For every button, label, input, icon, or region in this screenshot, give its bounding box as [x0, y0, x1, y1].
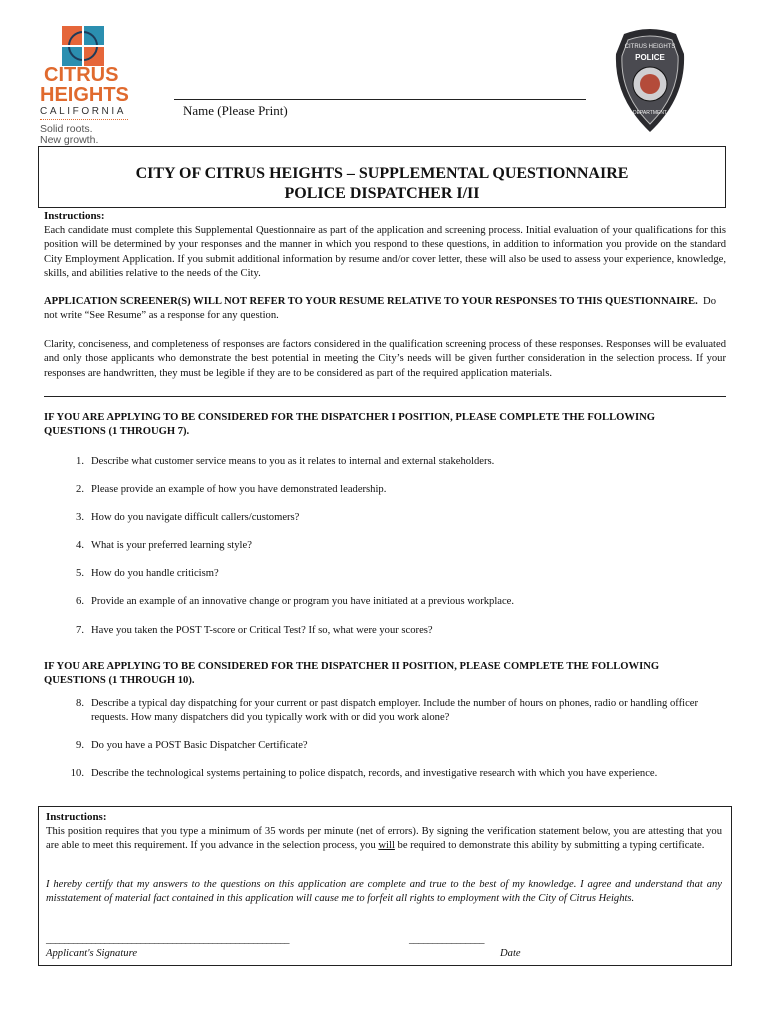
box-text — [46, 825, 722, 854]
logo-tagline1: Solid roots. — [40, 123, 93, 135]
police-badge — [610, 28, 690, 134]
logo-state: CALIFORNIA — [40, 106, 127, 117]
clarity-text: Clarity, conciseness, and completeness of responses are factors considered in the qualification screening process of these responses. Responses will be evaluated and only those applicants who demonstrate the best potential in meeting the City’s needs will be given further consideration in the selection process. If your responses are handwritten, they must be legible if they are to be considered as part of the required application materials. — [44, 339, 726, 379]
question-text: Describe a typical day dispatching for your current or past dispatch employer. Include the number of hours on phones, radio or handling officer requests. How many dispatchers did you typically work with or did you work alone? — [91, 698, 698, 723]
screener-bold: APPLICATION SCREENER(S) WILL NOT REFER TO YOUR RESUME RELATIVE TO YOUR RESPONSES TO THIS QUESTIONNAIRE. — [44, 296, 698, 307]
question-text: How do you navigate difficult callers/customers? — [91, 512, 300, 523]
question-number: 10. — [70, 768, 84, 779]
certification-box — [38, 806, 732, 966]
certify-text: I hereby certify that my answers to the questions on this application are complete and true to the best of my knowledge. I agree and understand that any misstatement of material fact contained in this application will cause me to forfeit all rights to employment with the City of Citrus Heights. — [46, 879, 722, 905]
screener-normal: Do not write “See Resume” as a response for any question. — [44, 296, 716, 322]
question-number: 9. — [76, 740, 84, 751]
signature-label: Applicant's Signature — [46, 948, 138, 959]
question-text: Describe what customer service means to you as it relates to internal and external stakeholders. — [91, 456, 495, 467]
name-label: Name (Please Print) — [183, 103, 288, 118]
box-text-post: be required to demonstrate this ability by submitting a typing certificate. — [394, 840, 705, 852]
dispatcher2-heading: IF YOU ARE APPLYING TO BE CONSIDERED FOR THE DISPATCHER II POSITION, PLEASE COMPLETE THE FOLLOWING QUESTIONS (1 THROUGH 10). — [44, 661, 660, 687]
logo-line1: CITRUS — [44, 64, 119, 86]
question-text: How do you handle criticism? — [91, 568, 219, 579]
question-number: 7. — [76, 625, 84, 636]
question-number: 5. — [76, 568, 84, 579]
title-line2: POLICE DISPATCHER I/II — [284, 185, 480, 202]
logo-tagline2: New growth. — [40, 134, 99, 146]
police-badge-icon — [610, 28, 690, 134]
badge-bottom-text: DEPARTMENT — [633, 110, 667, 116]
question-text: Do you have a POST Basic Dispatcher Certificate? — [91, 740, 308, 751]
citrus-heights-logo-icon — [62, 26, 106, 66]
question-number: 8. — [76, 698, 84, 709]
logo-line2: HEIGHTS — [40, 84, 129, 106]
question-text: What is your preferred learning style? — [91, 540, 252, 551]
question-number: 1. — [76, 456, 84, 467]
title-box — [38, 146, 726, 208]
instructions-heading: Instructions: — [44, 210, 105, 222]
screener-notice — [44, 295, 726, 324]
date-line: ________________ — [409, 934, 485, 945]
box-text-pre: This position requires that you type a minimum of 35 words per minute (net of errors). By signing the verification statement below, you are attesting that you are able to meet this requirement. If you advance in the selection process, you — [46, 826, 722, 852]
question-number: 3. — [76, 512, 84, 523]
city-logo — [36, 24, 146, 150]
section-divider — [44, 396, 726, 397]
signature-line: ______________________________________________________ — [46, 934, 289, 945]
question-text: Describe the technological systems pertaining to police dispatch, records, and investigative research with which you have experience. — [91, 768, 658, 779]
question-text: Have you taken the POST T-score or Critical Test? If so, what were your scores? — [91, 625, 433, 636]
box-text-underline: will — [378, 840, 395, 852]
badge-word-text: POLICE — [635, 53, 665, 62]
instructions-text: Each candidate must complete this Supplemental Questionnaire as part of the application and screening process. Initial evaluation of your qualifications for this position will be determined by your responses and the manner in which you respond to these questions, in addition to information you provide on the standard City Employment Application. If you submit additional information by resume and/or cover letter, these will also be used to assess your experience, knowledge, skills, and abilities relative to the needs of the City. — [44, 225, 726, 280]
dispatcher1-heading: IF YOU ARE APPLYING TO BE CONSIDERED FOR THE DISPATCHER I POSITION, PLEASE COMPLETE THE FOLLOWING QUESTIONS (1 THROUGH 7). — [44, 412, 656, 438]
question-number: 4. — [76, 540, 84, 551]
question-number: 2. — [76, 484, 84, 495]
question-text: Please provide an example of how you have demonstrated leadership. — [91, 484, 387, 495]
question-text: Provide an example of an innovative change or program you have initiated at a previous workplace. — [91, 596, 515, 607]
question-number: 6. — [76, 596, 84, 607]
date-label: Date — [500, 948, 521, 959]
badge-top-text: CITRUS HEIGHTS — [624, 44, 676, 50]
name-underline — [174, 99, 586, 100]
title-line1: CITY OF CITRUS HEIGHTS – SUPPLEMENTAL QUESTIONNAIRE — [135, 165, 629, 182]
box-heading: Instructions: — [46, 811, 107, 823]
logo-dots — [40, 119, 128, 120]
